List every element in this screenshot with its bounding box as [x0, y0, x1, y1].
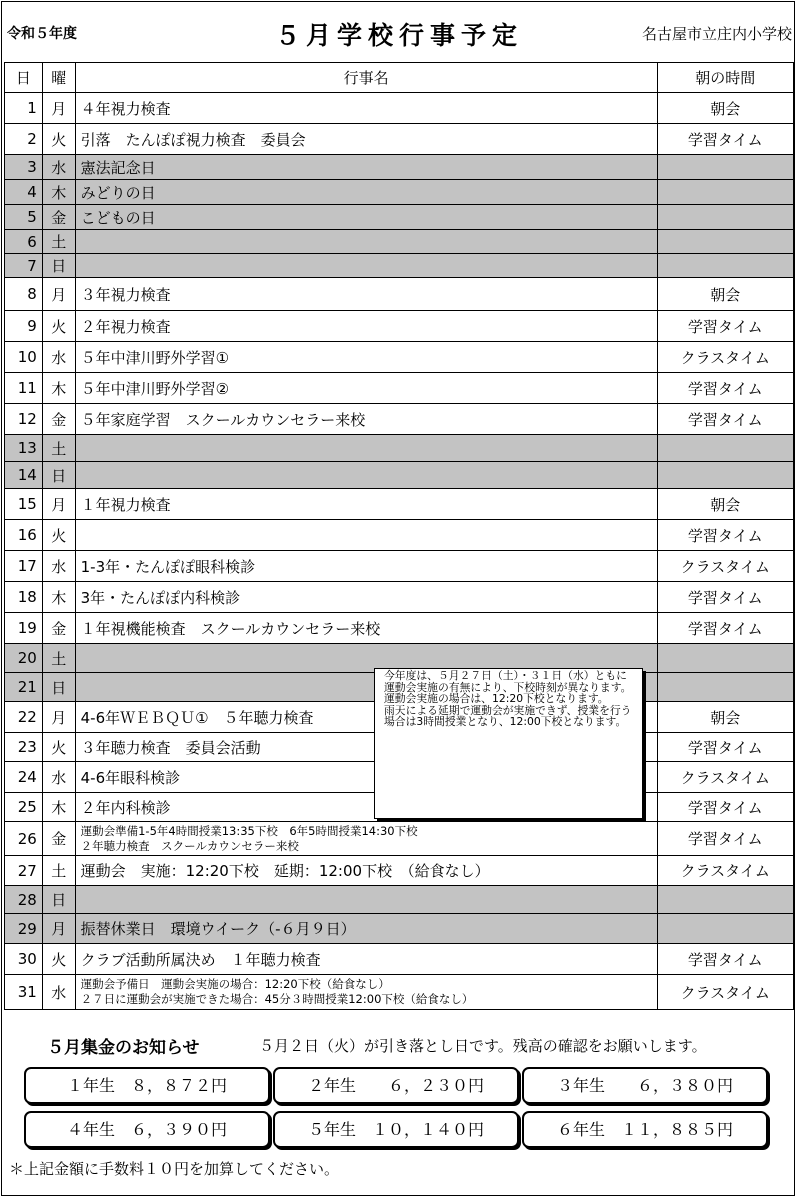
notice-line: 今年度は、５月２７日（土）・３１日（水）ともに	[384, 669, 627, 682]
weekday-cell: 日	[42, 886, 75, 914]
event-cell: ２年視力検査	[75, 311, 657, 342]
event-cell	[75, 254, 657, 278]
day-cell: 29	[5, 914, 43, 944]
table-row	[5, 124, 794, 155]
weekday-cell: 火	[42, 733, 75, 762]
day-cell: 6	[5, 230, 43, 254]
morning-time-cell	[657, 435, 793, 462]
morning-time-cell	[657, 673, 793, 702]
weekday-cell: 水	[42, 975, 75, 1010]
page-title: ５月学校行事予定	[274, 21, 523, 50]
morning-time-cell	[657, 886, 793, 914]
schedule-table	[4, 62, 794, 1010]
table-row	[5, 822, 794, 856]
day-cell: 10	[5, 342, 43, 373]
table-row	[5, 489, 794, 520]
table-row	[5, 462, 794, 489]
table-row	[5, 180, 794, 205]
event-cell: 振替休業日 環境ウイーク（-６月９日）	[75, 914, 657, 944]
event-line: 運動会準備1-5年4時間授業13:35下校 6年5時間授業14:30下校	[80, 823, 418, 838]
table-row	[5, 254, 794, 278]
day-cell: 5	[5, 205, 43, 230]
collection-title: ５月集金のお知らせ	[47, 1038, 200, 1058]
morning-time-cell	[657, 254, 793, 278]
day-cell: 8	[5, 278, 43, 311]
schedule-body	[5, 93, 794, 1010]
notice-line: 雨天による延期で運動会が実施できず、授業を行う場合は3時間授業となり、12:00下校となります。	[384, 703, 632, 728]
morning-time-cell	[657, 462, 793, 489]
weekday-cell: 日	[42, 673, 75, 702]
event-cell: ５年中津川野外学習②	[75, 373, 657, 404]
event-line: 運動会予備日 運動会実施の場合：12:20下校（給食なし）	[80, 977, 390, 991]
morning-time-cell: クラスタイム	[657, 342, 793, 373]
day-cell: 13	[5, 435, 43, 462]
event-cell: 4-6年ＷＥＢＱＵ① ５年聴力検査	[75, 702, 657, 733]
morning-time-cell: クラスタイム	[657, 975, 793, 1010]
day-cell: 12	[5, 404, 43, 435]
morning-time-cell: クラスタイム	[657, 762, 793, 793]
morning-time-cell	[657, 180, 793, 205]
day-cell: 21	[5, 673, 43, 702]
table-row	[5, 342, 794, 373]
morning-time-cell	[657, 155, 793, 180]
weekday-cell: 木	[42, 373, 75, 404]
fiscal-year-label: 令和５年度	[7, 26, 77, 42]
event-cell: ４年視力検査	[75, 93, 657, 124]
weekday-cell: 土	[42, 435, 75, 462]
morning-time-cell: 学習タイム	[657, 582, 793, 613]
morning-time-cell	[657, 644, 793, 673]
sports-day-notice	[374, 668, 643, 819]
event-cell: ５年中津川野外学習①	[75, 342, 657, 373]
weekday-cell: 火	[42, 944, 75, 975]
day-cell: 20	[5, 644, 43, 673]
event-cell: ５年家庭学習 スクールカウンセラー来校	[75, 404, 657, 435]
event-cell	[75, 462, 657, 489]
day-cell: 31	[5, 975, 43, 1010]
day-cell: 11	[5, 373, 43, 404]
weekday-cell: 土	[42, 230, 75, 254]
event-cell: 引落 たんぽぽ視力検査 委員会	[75, 124, 657, 155]
morning-time-cell: 学習タイム	[657, 822, 793, 856]
event-cell: ３年聴力検査 委員会活動	[75, 733, 657, 762]
weekday-cell: 水	[42, 551, 75, 582]
morning-time-cell: 朝会	[657, 278, 793, 311]
weekday-cell: 水	[42, 342, 75, 373]
event-line: ２年聴力検査 スクールカウンセラー来校	[80, 838, 299, 853]
weekday-cell: 日	[42, 462, 75, 489]
day-cell: 3	[5, 155, 43, 180]
weekday-cell: 金	[42, 205, 75, 230]
notice-line: 運動会実施の有無により、下校時刻が異なります。	[384, 680, 632, 694]
table-row	[5, 886, 794, 914]
weekday-cell: 火	[42, 124, 75, 155]
table-row	[5, 551, 794, 582]
event-line: ２７日に運動会が実施できた場合：45分３時間授業12:00下校（給食なし）	[80, 992, 474, 1006]
schedule-sheet	[1, 1, 795, 1196]
weekday-cell: 木	[42, 180, 75, 205]
weekday-cell: 金	[42, 822, 75, 856]
table-row	[5, 613, 794, 644]
weekday-cell: 金	[42, 613, 75, 644]
table-row	[5, 230, 794, 254]
morning-time-cell: 学習タイム	[657, 404, 793, 435]
event-cell	[75, 822, 657, 856]
table-row	[5, 155, 794, 180]
event-cell	[75, 886, 657, 914]
day-cell: 26	[5, 822, 43, 856]
day-cell: 14	[5, 462, 43, 489]
day-cell: 28	[5, 886, 43, 914]
morning-time-cell: 朝会	[657, 489, 793, 520]
table-row	[5, 520, 794, 551]
event-cell: クラブ活動所属決め １年聴力検査	[75, 944, 657, 975]
table-header-row	[5, 63, 794, 93]
morning-time-cell: 学習タイム	[657, 520, 793, 551]
weekday-cell: 土	[42, 644, 75, 673]
event-cell: 1-3年・たんぽぽ眼科検診	[75, 551, 657, 582]
fee-footnote: ＊上記金額に手数料１０円を加算してください。	[9, 1160, 340, 1178]
weekday-cell: 月	[42, 914, 75, 944]
day-cell: 15	[5, 489, 43, 520]
morning-time-cell	[657, 914, 793, 944]
fee-box-grade1: １年生 ８，８７２円	[24, 1067, 270, 1104]
event-cell: 憲法記念日	[75, 155, 657, 180]
day-cell: 1	[5, 93, 43, 124]
day-cell: 24	[5, 762, 43, 793]
school-name: 名古屋市立庄内小学校	[641, 25, 792, 43]
day-cell: 2	[5, 124, 43, 155]
weekday-cell: 月	[42, 702, 75, 733]
fee-box-grade2: ２年生 ６，２３０円	[273, 1067, 519, 1104]
weekday-cell: 月	[42, 489, 75, 520]
fee-box-grade5: ５年生 １０，１４０円	[273, 1111, 519, 1148]
day-cell: 4	[5, 180, 43, 205]
column-header-weekday: 曜	[42, 63, 75, 93]
table-row	[5, 93, 794, 124]
event-cell	[75, 975, 657, 1010]
day-cell: 17	[5, 551, 43, 582]
table-row	[5, 373, 794, 404]
morning-time-cell: クラスタイム	[657, 551, 793, 582]
morning-time-cell: 学習タイム	[657, 373, 793, 404]
morning-time-cell: クラスタイム	[657, 856, 793, 886]
column-header-event: 行事名	[75, 63, 657, 93]
table-row	[5, 856, 794, 886]
table-row	[5, 582, 794, 613]
morning-time-cell: 学習タイム	[657, 124, 793, 155]
table-row	[5, 311, 794, 342]
table-row	[5, 944, 794, 975]
day-cell: 19	[5, 613, 43, 644]
day-cell: 27	[5, 856, 43, 886]
morning-time-cell: 学習タイム	[657, 613, 793, 644]
collection-message: ５月２日（火）が引き落とし日です。残高の確認をお願いします。	[259, 1037, 707, 1055]
page-header	[2, 2, 796, 62]
morning-time-cell: 学習タイム	[657, 944, 793, 975]
weekday-cell: 水	[42, 155, 75, 180]
morning-time-cell: 朝会	[657, 93, 793, 124]
table-row	[5, 435, 794, 462]
weekday-cell: 金	[42, 404, 75, 435]
weekday-cell: 水	[42, 762, 75, 793]
weekday-cell: 土	[42, 856, 75, 886]
weekday-cell: 月	[42, 278, 75, 311]
weekday-cell: 木	[42, 793, 75, 822]
event-cell: こどもの日	[75, 205, 657, 230]
weekday-cell: 日	[42, 254, 75, 278]
weekday-cell: 火	[42, 311, 75, 342]
event-cell: １年視機能検査 スクールカウンセラー来校	[75, 613, 657, 644]
day-cell: 9	[5, 311, 43, 342]
morning-time-cell: 学習タイム	[657, 793, 793, 822]
event-cell: みどりの日	[75, 180, 657, 205]
event-cell: １年視力検査	[75, 489, 657, 520]
column-header-day: 日	[5, 63, 43, 93]
table-row	[5, 404, 794, 435]
fee-box-grade4: ４年生 ６，３９０円	[24, 1111, 270, 1148]
weekday-cell: 木	[42, 582, 75, 613]
event-cell: ３年視力検査	[75, 278, 657, 311]
day-cell: 16	[5, 520, 43, 551]
event-cell	[75, 520, 657, 551]
day-cell: 23	[5, 733, 43, 762]
day-cell: 22	[5, 702, 43, 733]
day-cell: 7	[5, 254, 43, 278]
morning-time-cell	[657, 230, 793, 254]
event-cell	[75, 230, 657, 254]
day-cell: 25	[5, 793, 43, 822]
table-row	[5, 975, 794, 1010]
weekday-cell: 火	[42, 520, 75, 551]
fee-box-grade3: ３年生 ６，３８０円	[522, 1067, 768, 1104]
day-cell: 18	[5, 582, 43, 613]
table-row	[5, 205, 794, 230]
event-cell: 4-6年眼科検診	[75, 762, 657, 793]
table-row	[5, 914, 794, 944]
notice-line: 運動会実施の場合は、12:20下校となります。	[384, 692, 609, 705]
event-cell: ２年内科検診	[75, 793, 657, 822]
fee-box-grade6: ６年生 １１，８８５円	[522, 1111, 768, 1148]
day-cell: 30	[5, 944, 43, 975]
morning-time-cell: 朝会	[657, 702, 793, 733]
table-row	[5, 278, 794, 311]
column-header-morning: 朝の時間	[657, 63, 793, 93]
event-cell	[75, 435, 657, 462]
morning-time-cell: 学習タイム	[657, 733, 793, 762]
event-cell: 3年・たんぽぽ内科検診	[75, 582, 657, 613]
event-cell: 運動会 実施：12:20下校 延期：12:00下校 （給食なし）	[75, 856, 657, 886]
morning-time-cell: 学習タイム	[657, 311, 793, 342]
weekday-cell: 月	[42, 93, 75, 124]
morning-time-cell	[657, 205, 793, 230]
